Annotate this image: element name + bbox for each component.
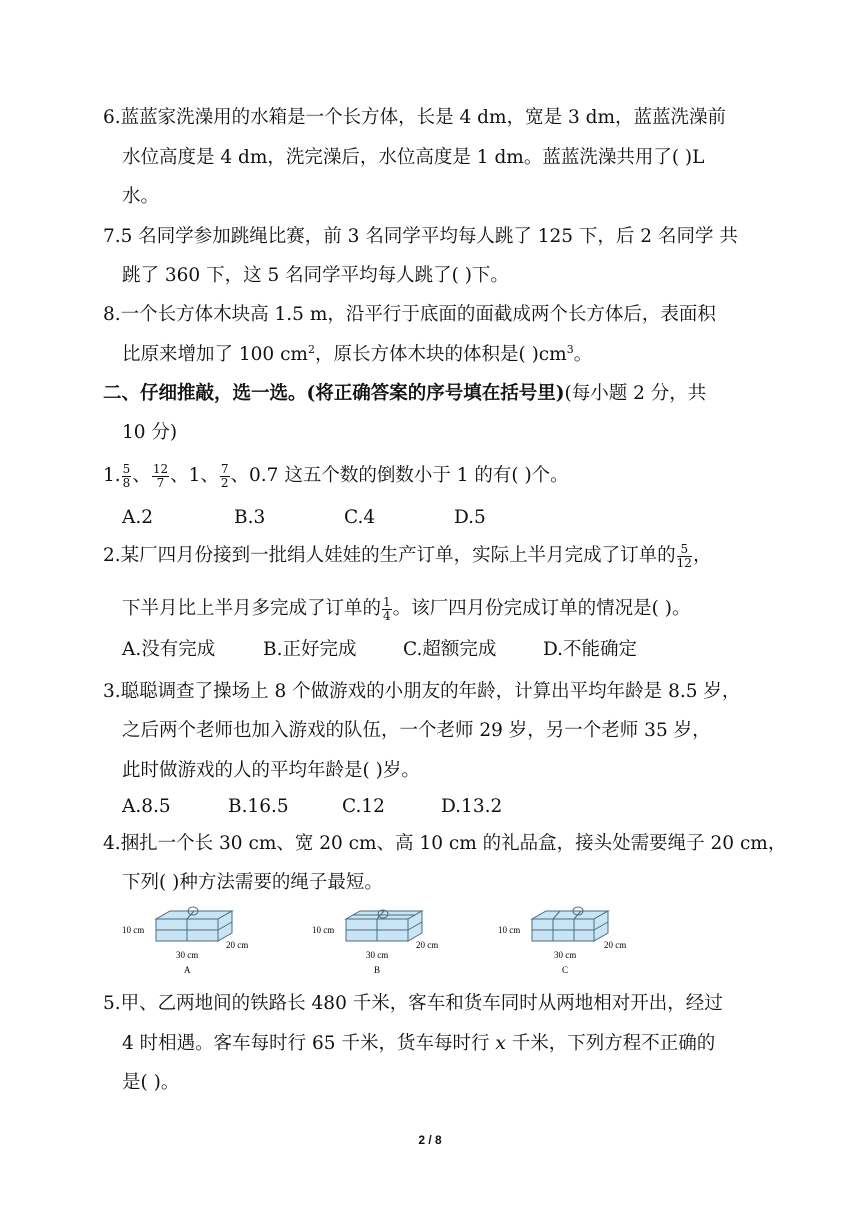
s2-text-1: 2.某厂四月份接到一批绢人娃娃的生产订单，实际上半月完成了订单的 — [103, 545, 676, 566]
s2-f1-num: 5 — [677, 543, 692, 557]
s1-f3-den: 2 — [220, 475, 229, 490]
s3-options — [122, 792, 782, 822]
s2-options — [122, 635, 782, 665]
s3-option-c: C.12 — [342, 796, 385, 817]
s1-option-a: A.2 — [122, 507, 154, 528]
s5-line-2 — [122, 1029, 782, 1059]
s5-variable: x — [495, 1033, 506, 1054]
s1-option-b: B.3 — [234, 507, 266, 528]
s2-f2-den: 4 — [383, 608, 391, 623]
s1-rest: 、0.7 这五个数的倒数小于 1 的有( )个。 — [230, 465, 569, 486]
s5-line-3: 是( )。 — [122, 1072, 180, 1093]
s3-option-a: A.8.5 — [122, 796, 171, 817]
fig-c-label: C — [562, 965, 569, 975]
s1-option-d: D.5 — [454, 507, 486, 528]
q7-line-2: 跳了 360 下，这 5 名同学平均每人跳了( )下。 — [122, 265, 509, 286]
s2-line-1 — [103, 541, 763, 571]
s1-options — [122, 503, 782, 533]
s2-comma: ， — [692, 545, 712, 566]
q6-line-2: 水位高度是 4 dm，洗完澡后，水位高度是 1 dm。蓝蓝洗澡共用了( )L — [122, 147, 705, 168]
s5-line-1: 5.甲、乙两地间的铁路长 480 千米，客车和货车同时从两地相对开出，经过 — [103, 993, 723, 1014]
fig-b-label: B — [374, 965, 381, 975]
q8-text-c: 。 — [573, 344, 593, 365]
s1-question — [103, 461, 763, 491]
s3-line-2: 之后两个老师也加入游戏的队伍，一个老师 29 岁，另一个老师 35 岁， — [122, 720, 711, 741]
s3-line-3: 此时做游戏的人的平均年龄是( )岁。 — [122, 760, 420, 781]
s2-text-2a: 下半月比上半月多完成了订单的 — [122, 598, 382, 619]
q6-line-1: 6.蓝蓝家洗澡用的水箱是一个长方体，长是 4 dm，宽是 3 dm，蓝蓝洗澡前 — [103, 107, 726, 128]
s1-prefix: 1. — [103, 465, 121, 486]
s2-option-a: A.没有完成 — [122, 639, 216, 660]
q8-text-b: ，原长方体木块的体积是( )cm — [314, 344, 567, 365]
fig-b-height: 10 cm — [312, 925, 335, 935]
section-2-score-cont: 10 分) — [122, 422, 178, 443]
page-number: 2 / 8 — [418, 1133, 442, 1147]
gift-box-figure-b — [312, 905, 452, 977]
s1-f1-num: 5 — [122, 461, 131, 476]
s3-option-d: D.13.2 — [441, 796, 503, 817]
s2-f2-num: 1 — [383, 594, 391, 609]
q6-line-3: 水。 — [122, 186, 160, 207]
s1-fraction-2 — [152, 463, 169, 490]
fig-c-width: 20 cm — [604, 940, 627, 950]
q7-line-1: 7.5 名同学参加跳绳比赛，前 3 名同学平均每人跳了 125 下，后 2 名同学 共 — [103, 226, 738, 247]
s1-f2-den: 7 — [156, 475, 165, 490]
s1-f1-den: 8 — [122, 475, 131, 490]
q8-sup-2: 2 — [307, 342, 315, 356]
fig-a-label: A — [184, 965, 191, 975]
q8-line-2 — [122, 340, 782, 370]
s2-fraction-1 — [677, 543, 692, 570]
s2-fraction-2 — [382, 596, 392, 623]
s1-f3-num: 7 — [220, 461, 229, 476]
s1-sep-2: 、1、 — [170, 465, 219, 486]
s5-text-2a: 4 时相遇。客车每时行 65 千米，货车每时行 — [122, 1033, 490, 1054]
fig-a-width: 20 cm — [226, 940, 249, 950]
gift-box-figure-c — [498, 905, 638, 977]
s2-f1-den: 12 — [676, 555, 692, 570]
s3-option-b: B.16.5 — [228, 796, 289, 817]
s4-line-1: 4.捆扎一个长 30 cm、宽 20 cm、高 10 cm 的礼品盒，接头处需要绳子 20 cm， — [103, 833, 787, 854]
fig-c-length: 30 cm — [554, 950, 577, 960]
gift-box-figure-a — [120, 905, 260, 977]
q8-line-1: 8.一个长方体木块高 1.5 m，沿平行于底面的面截成两个长方体后，表面积 — [103, 304, 716, 325]
fig-a-height: 10 cm — [122, 925, 145, 935]
section-2-heading — [103, 379, 763, 409]
section-2-score: (每小题 2 分，共 — [564, 383, 707, 404]
s2-option-c: C.超额完成 — [403, 639, 497, 660]
s1-sep-1: 、 — [132, 465, 151, 486]
fig-b-width: 20 cm — [416, 940, 439, 950]
s2-text-2b: 。该厂四月份完成订单的情况是( )。 — [392, 598, 691, 619]
s1-f2-num: 12 — [152, 461, 169, 476]
s1-fraction-1 — [122, 463, 132, 490]
s5-text-2b: 千米，下列方程不正确的 — [511, 1033, 716, 1054]
s2-option-b: B.正好完成 — [263, 639, 357, 660]
section-2-title: 二、仔细推敲，选一选。(将正确答案的序号填在括号里) — [103, 383, 565, 404]
q8-sup-3: 3 — [566, 342, 574, 356]
s2-option-d: D.不能确定 — [543, 639, 638, 660]
s1-fraction-3 — [220, 463, 230, 490]
fig-a-length: 30 cm — [176, 950, 199, 960]
s3-line-1: 3.聪聪调查了操场上 8 个做游戏的小朋友的年龄，计算出平均年龄是 8.5 岁， — [103, 681, 741, 702]
s2-line-2 — [122, 594, 782, 624]
fig-c-height: 10 cm — [498, 925, 521, 935]
s1-option-c: C.4 — [344, 507, 376, 528]
s4-line-2: 下列( )种方法需要的绳子最短。 — [122, 872, 383, 893]
fig-b-length: 30 cm — [366, 950, 389, 960]
q8-text-a: 比原来增加了 100 cm — [122, 344, 308, 365]
